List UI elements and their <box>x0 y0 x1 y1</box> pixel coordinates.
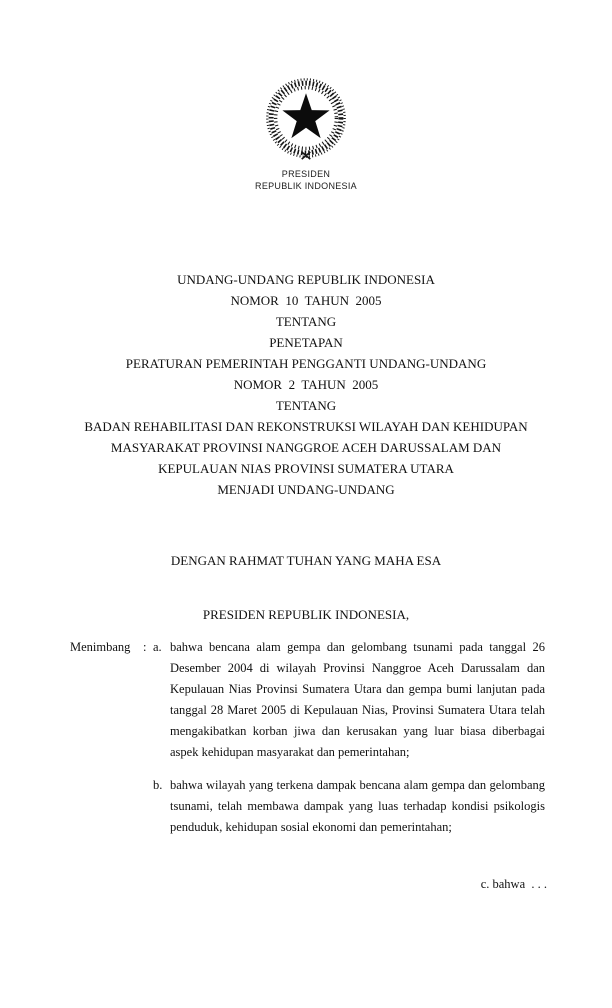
title-line: MENJADI UNDANG-UNDANG <box>217 482 395 497</box>
title-line: TENTANG <box>275 398 337 413</box>
star-icon <box>282 93 329 138</box>
salutation-line: PRESIDEN REPUBLIK INDONESIA, <box>202 607 410 622</box>
title-line: UNDANG-UNDANG REPUBLIK INDONESIA <box>177 272 435 287</box>
considering-section <box>70 637 545 838</box>
title-line: BADAN REHABILITASI DAN REKONSTRUKSI WILAYAH DAN KEHIDUPAN <box>84 419 528 434</box>
considering-item-letter: a. <box>153 640 162 654</box>
letterhead <box>0 76 612 192</box>
title-line: PENETAPAN <box>269 335 343 350</box>
title-line: TENTANG <box>275 314 337 329</box>
title-line: PERATURAN PEMERINTAH PENGGANTI UNDANG-UNDANG <box>125 356 487 371</box>
considering-label: Menimbang <box>70 640 131 654</box>
title-line: NOMOR 10 TAHUN 2005 <box>230 293 382 308</box>
letterhead-republik-indonesia: REPUBLIK INDONESIA <box>255 181 357 191</box>
title-line: KEPULAUAN NIAS PROVINSI SUMATERA UTARA <box>158 461 454 476</box>
spacer <box>143 775 153 838</box>
page-catchword: c. bahwa . . . <box>480 877 547 891</box>
law-title <box>40 269 572 500</box>
title-line: MASYARAKAT PROVINSI NANGGROE ACEH DARUSSALAM DAN <box>110 440 502 455</box>
considering-item-letter: b. <box>153 778 163 792</box>
considering-item-text: bahwa wilayah yang terkena dampak bencana alam gempa dan gelombang tsunami, telah membawa dampak yang luas terhadap kondisi psikologis penduduk, kehidupan sosial ekonomi dan pemerintahan; <box>170 778 545 834</box>
letterhead-presiden: PRESIDEN <box>281 169 331 179</box>
invocation-line: DENGAN RAHMAT TUHAN YANG MAHA ESA <box>170 553 442 568</box>
presidential-emblem <box>0 76 612 162</box>
spacer <box>70 775 143 838</box>
star-in-wreath-emblem-icon <box>258 76 354 162</box>
title-line: NOMOR 2 TAHUN 2005 <box>233 377 379 392</box>
considering-colon: : <box>143 640 147 654</box>
considering-item-text: bahwa bencana alam gempa dan gelombang tsunami pada tanggal 26 Desember 2004 di wilayah Provinsi Nanggroe Aceh Darussalam dan Kepulauan Nias Provinsi Sumatera Utara dan gempa bumi lanjutan pada tanggal 28 Maret 2005 di Kepulauan Nias, Provinsi Sumatera Utara telah mengakibatkan korban jiwa dan kerusakan yang luar biasa diberbagai aspek kehidupan masyarakat dan pemerintahan; <box>170 640 545 759</box>
